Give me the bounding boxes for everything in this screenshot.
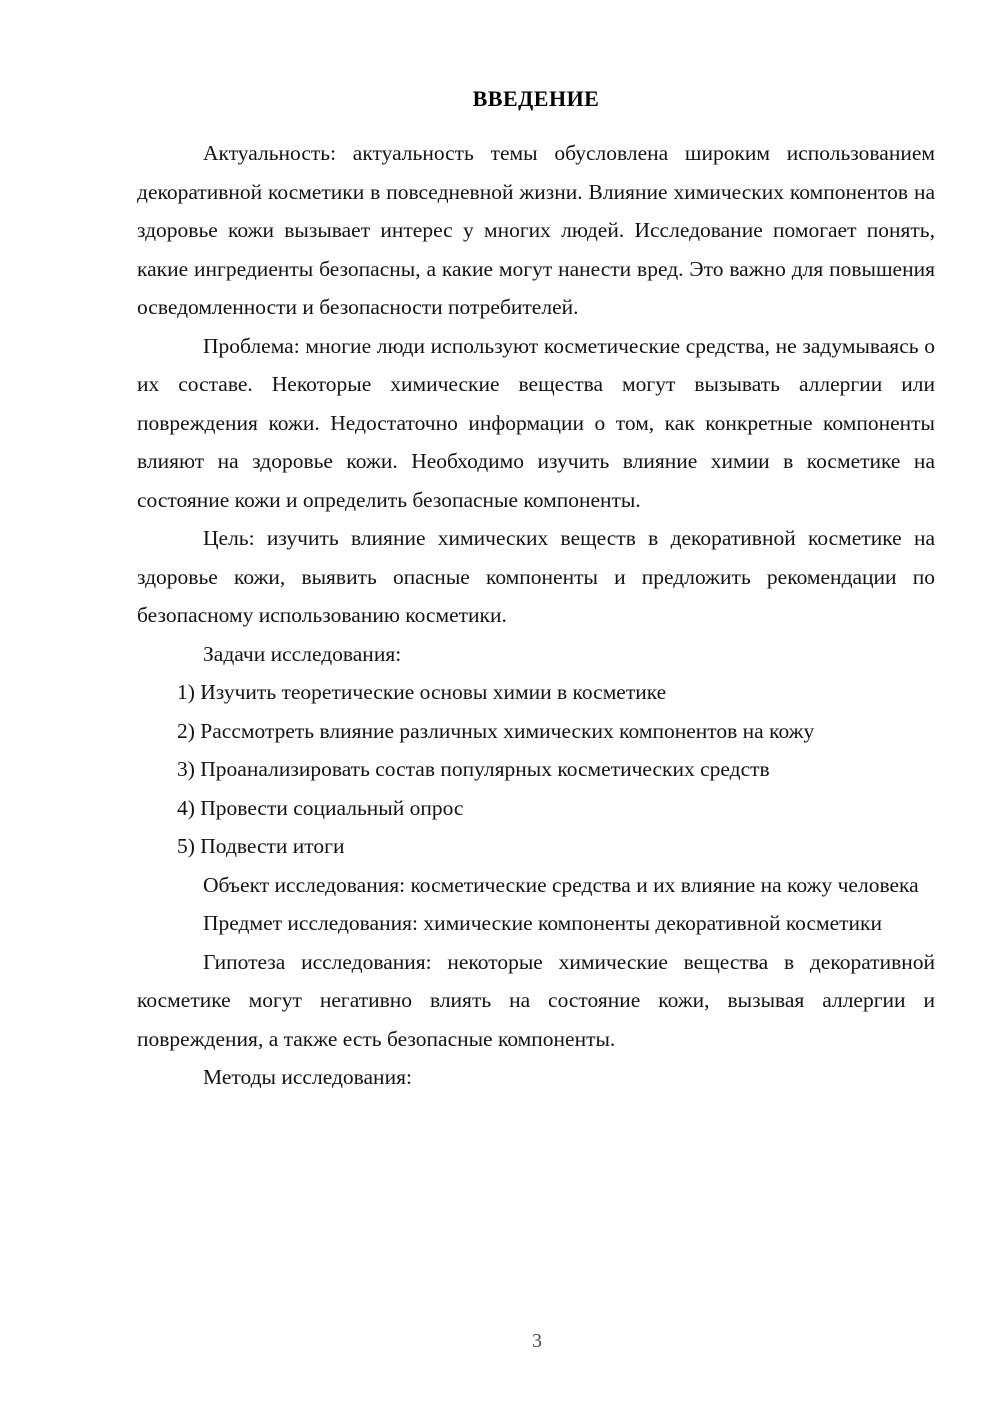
page-title: ВВЕДЕНИЕ — [472, 86, 600, 111]
tasks-heading: Задачи исследования: — [203, 641, 402, 666]
paragraph-relevance: Актуальность: актуальность темы обусловлена широким использованием декоративной косметики в повседневной жизни. Влияние химических компонентов на здоровье кожи вызывает интерес у многих людей. Исследование помогает понять, какие ингредиенты безопасны, а какие могут нанести вред. Это важно для повышения осведомленности и безопасности потребителей. — [137, 141, 935, 320]
paragraph-object: Объект исследования: косметические средства и их влияние на кожу человека — [203, 872, 919, 897]
paragraph-hypothesis: Гипотеза исследования: некоторые химические вещества в декоративной косметике могут негативно влиять на состояние кожи, вызывая аллергии и повреждения, а также есть безопасные компоненты. — [137, 949, 935, 1051]
list-item: 5) Подвести итоги — [177, 834, 345, 859]
paragraph-problem: Проблема: многие люди используют косметические средства, не задумываясь о их составе. Некоторые химические вещества могут вызывать аллергии или повреждения кожи. Недостаточно информации о том, как конкретные компоненты влияют на здоровье кожи. Необходимо изучить влияние химии в косметике на состояние кожи и определить безопасные компоненты. — [137, 333, 935, 512]
list-item: 3) Проанализировать состав популярных косметических средств — [177, 757, 770, 782]
list-item: 1) Изучить теоретические основы химии в косметике — [177, 680, 667, 705]
list-item: 4) Провести социальный опрос — [177, 795, 464, 820]
paragraph-subject: Предмет исследования: химические компоненты декоративной косметики — [203, 911, 883, 936]
page-number-value: 3 — [532, 1330, 542, 1352]
methods-heading: Методы исследования: — [203, 1065, 412, 1090]
tasks-list — [137, 673, 935, 866]
paragraph-goal: Цель: изучить влияние химических веществ в декоративной косметике на здоровье кожи, выявить опасные компоненты и предложить рекомендации по безопасному использованию косметики. — [137, 526, 935, 628]
page-number-footer — [0, 1330, 1000, 1353]
document-body — [137, 86, 935, 1097]
list-item: 2) Рассмотреть влияние различных химических компонентов на кожу — [177, 718, 815, 743]
